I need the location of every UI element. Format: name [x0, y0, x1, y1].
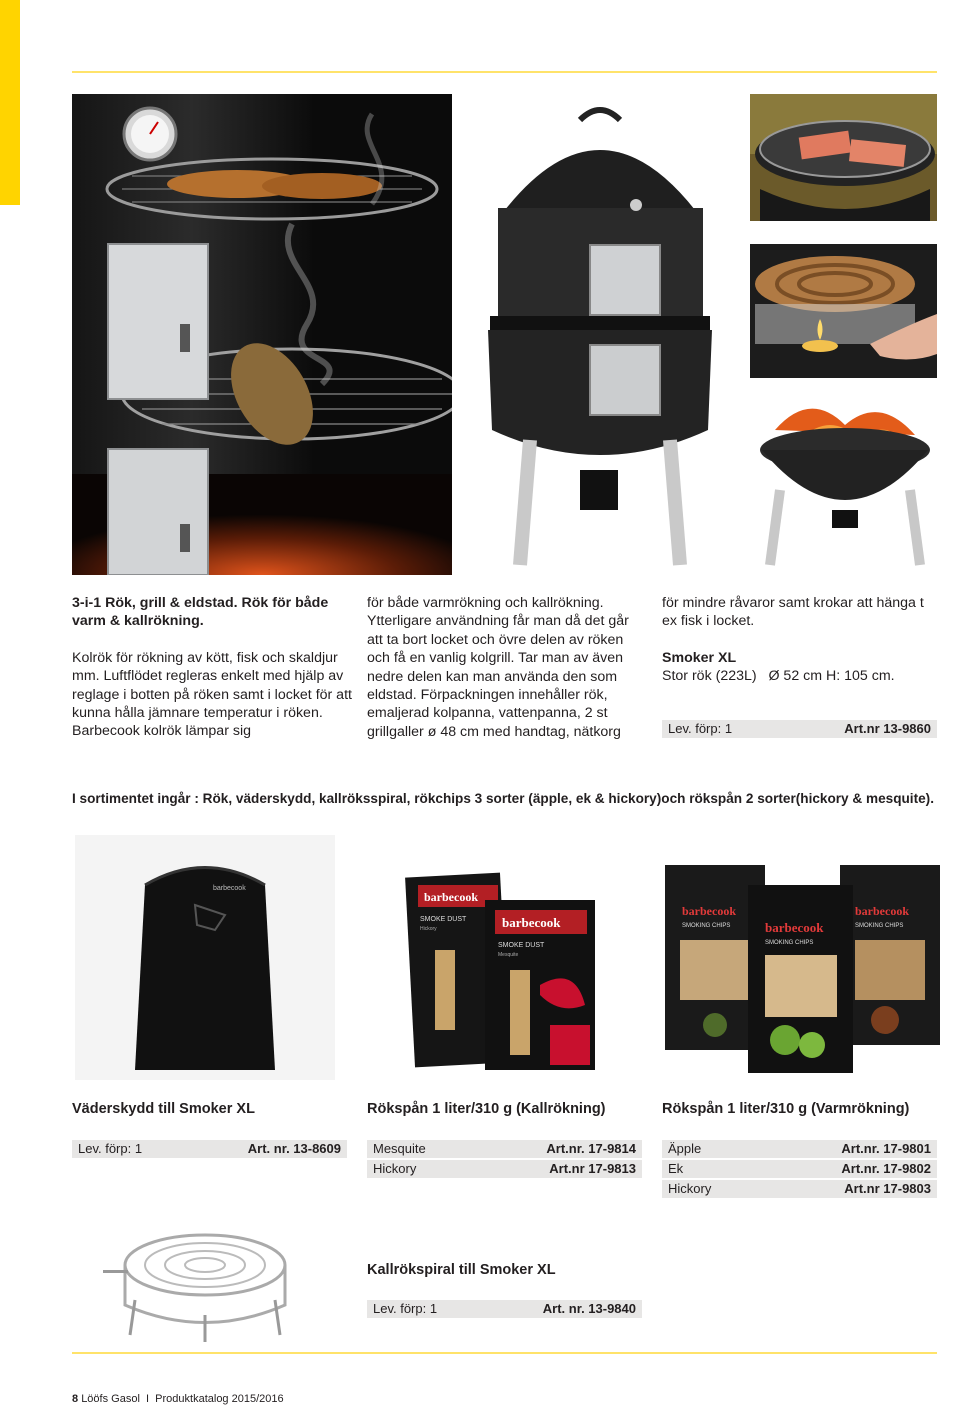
fire-pit-photo [750, 390, 937, 570]
dust-cold-row [367, 1160, 642, 1178]
dust-pack-1-brand: barbecook [424, 890, 478, 904]
smoker-xl-product-photo [460, 100, 730, 575]
dust-pack-2-label: SMOKE DUST [498, 942, 545, 949]
bottom-divider [72, 1352, 937, 1354]
chips-hot-row-label: Hickory [668, 1181, 712, 1196]
chips-pack-1-label: SMOKING CHIPS [682, 923, 731, 929]
cover-art-number: Art. nr. 13-8609 [247, 1141, 341, 1156]
dust-cold-row-label: Hickory [373, 1161, 417, 1176]
smoker-lev-label: Lev. förp: 1 [668, 721, 733, 736]
smoker-price-row [662, 720, 937, 738]
cold-smoke-spiral-photo [95, 1210, 295, 1345]
dust-cold-title: Rökspån 1 liter/310 g (Kallrökning) [367, 1101, 606, 1117]
chips-hot-title: Rökspån 1 liter/310 g (Varmrökning) [662, 1101, 910, 1117]
chips-hot-row-art: Art.nr 17-9803 [844, 1181, 931, 1196]
intro-paragraph-part-2: för både varmrökning och kallrökning. Ytterligare användning får man då det går att ta bort locket och övre delen av röken och få en vanlig kolgrill. Tar man av även nedre delen kan man använda den som eldstad. Förpackningen innehåller rök, emaljerad kolpanna, vattenpanna, 2 st grillgaller ø 48 cm med handtag, nätkorg [367, 595, 629, 740]
dust-cold-row-art: Art.nr. 17-9814 [546, 1141, 636, 1156]
chips-hot-row-label: Ek [668, 1161, 684, 1176]
intro-column-2 [367, 594, 642, 741]
cold-smoke-spiral-in-use-photo [750, 244, 937, 378]
page-number: 8 [72, 1393, 79, 1405]
cover-brand-text: barbecook [213, 885, 246, 892]
chips-hot-row [662, 1180, 937, 1198]
grill-salmon-photo [750, 94, 937, 221]
cover-price-row [72, 1140, 347, 1158]
chips-pack-3-label: SMOKING CHIPS [855, 923, 904, 929]
smoking-chips-packs-photo [660, 860, 945, 1075]
dust-pack-2-brand: barbecook [502, 915, 561, 930]
spiral-art-number: Art. nr. 13-9840 [542, 1301, 636, 1316]
chips-hot-row [662, 1160, 937, 1178]
smoke-dust-packs-photo [390, 855, 600, 1075]
spiral-title: Kallrökspiral till Smoker XL [367, 1262, 556, 1278]
yellow-accent-tab [0, 0, 20, 205]
dust-cold-row-art: Art.nr 17-9813 [549, 1161, 636, 1176]
smoker-interior-photo [72, 94, 452, 575]
chips-pack-2-label: SMOKING CHIPS [765, 940, 814, 946]
smoker-spec: Stor rök (223L) Ø 52 cm H: 105 cm. [662, 668, 895, 685]
smoker-art-number: Art.nr 13-9860 [844, 721, 931, 736]
chips-hot-row [662, 1140, 937, 1158]
top-divider [72, 71, 937, 73]
cover-title: Väderskydd till Smoker XL [72, 1101, 255, 1117]
dust-pack-1-variant: Hickory [420, 926, 437, 932]
intro-paragraph-part-3: för mindre råvaror samt krokar att hänga t ex fisk i locket. [662, 595, 924, 630]
dust-cold-row-label: Mesquite [373, 1141, 426, 1156]
chips-pack-3-brand: barbecook [855, 904, 909, 918]
chips-hot-row-art: Art.nr. 17-9802 [841, 1161, 931, 1176]
chips-hot-row-art: Art.nr. 17-9801 [841, 1141, 931, 1156]
cover-lev-label: Lev. förp: 1 [78, 1141, 143, 1156]
weather-cover-photo [75, 835, 335, 1080]
dust-pack-2-variant: Mesquite [498, 952, 519, 958]
chips-pack-2-brand: barbecook [765, 920, 824, 935]
intro-title: 3-i-1 Rök, grill & eldstad. Rök för både varm & kallrökning. [72, 595, 329, 630]
smoker-name: Smoker XL [662, 649, 737, 666]
intro-column-1 [72, 594, 352, 741]
chips-hot-row-label: Äpple [668, 1141, 702, 1156]
spiral-lev-label: Lev. förp: 1 [373, 1301, 438, 1316]
dust-cold-row [367, 1140, 642, 1158]
page-footer [72, 1392, 284, 1406]
footer-text: Lööfs Gasol I Produktkatalog 2015/2016 [81, 1393, 284, 1405]
spiral-price-row [367, 1300, 642, 1318]
chips-pack-1-brand: barbecook [682, 904, 736, 918]
intro-paragraph-part-1: Kolrök för rökning av kött, fisk och skaldjur mm. Luftflödet regleras enkelt med hjälp av reglage i botten på röken samt i locket för att kunna hålla jämnare temperatur i röken. Barbecook kolrök lämpar sig [72, 649, 352, 740]
assortment-heading: I sortimentet ingår : Rök, väderskydd, kallröksspiral, rökchips 3 sorter (äpple, ek & hickory)och rökspån 2 sorter(hickory & mesquite). [72, 791, 934, 806]
dust-pack-1-label: SMOKE DUST [420, 916, 467, 923]
intro-column-3 [662, 594, 937, 686]
